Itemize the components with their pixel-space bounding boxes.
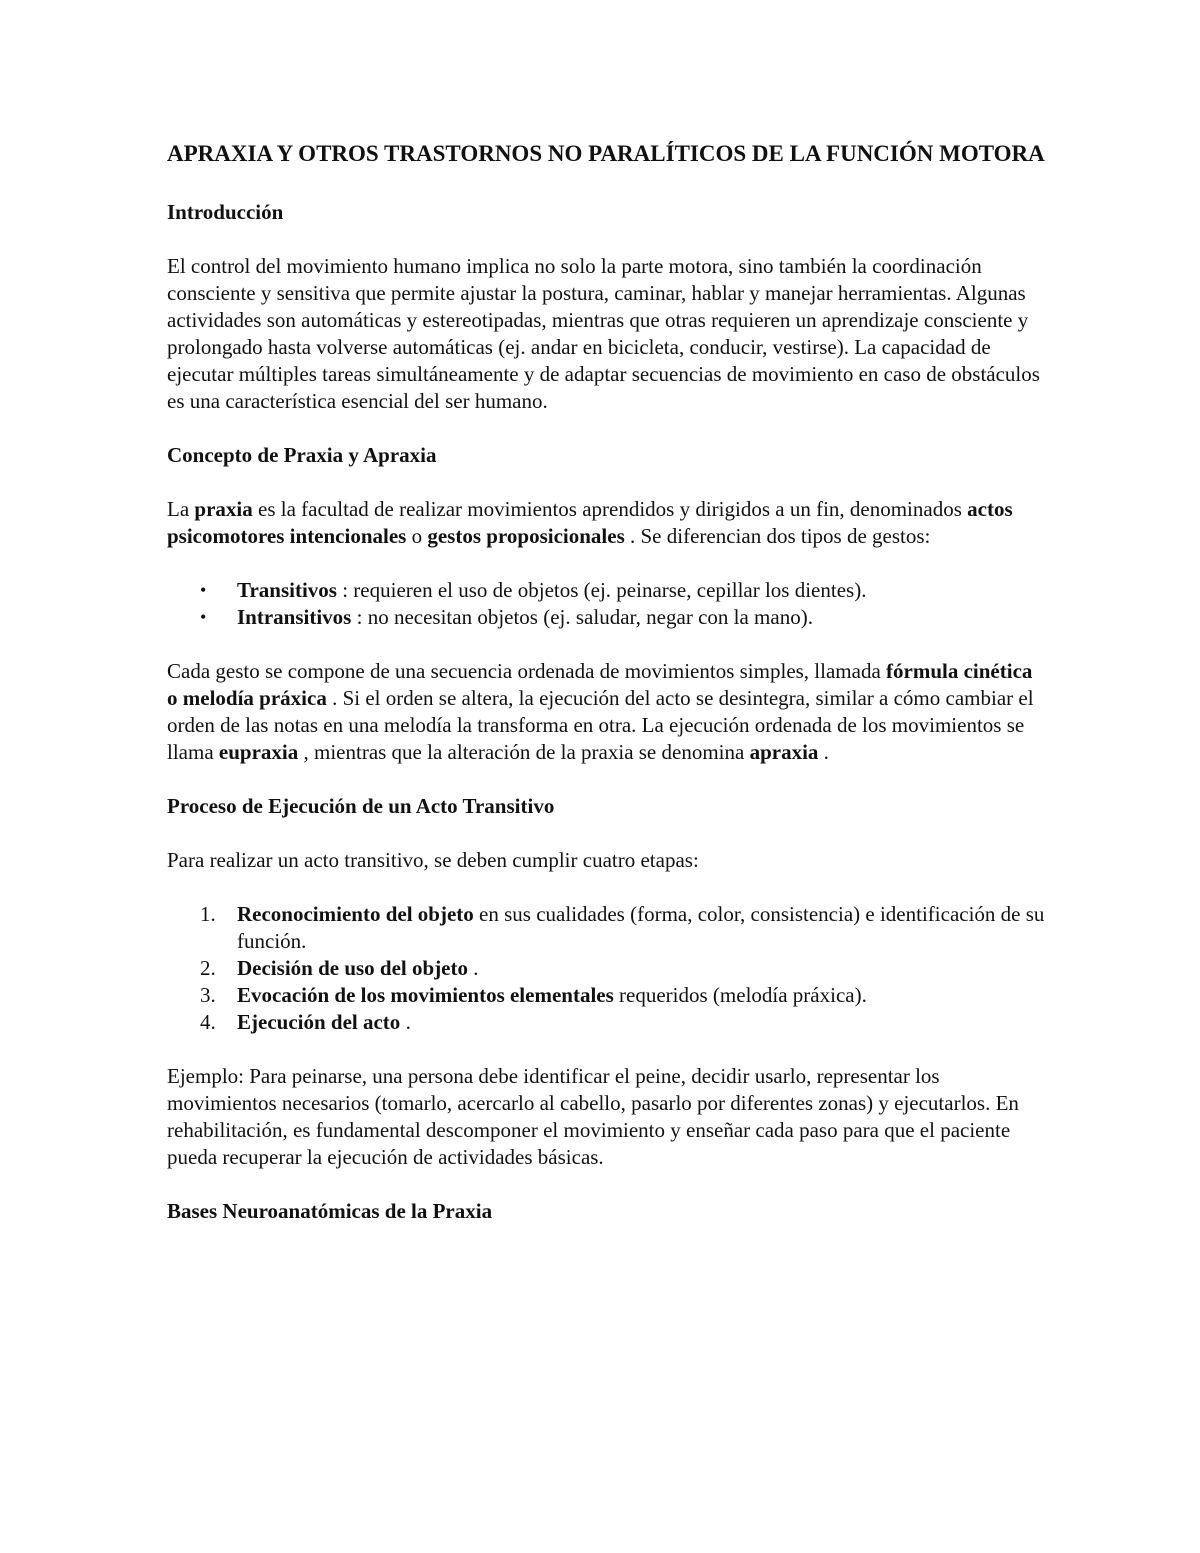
list-item-text: . (400, 1010, 411, 1034)
section-heading-proceso: Proceso de Ejecución de un Acto Transitivo (167, 794, 555, 818)
concept-paragraph-1 (167, 496, 1047, 550)
list-item-term: Reconocimiento del objeto (237, 902, 474, 926)
list-item-text: : requieren el uso de objetos (ej. peinarse, cepillar los dientes). (336, 578, 867, 602)
bold-term-apraxia: apraxia (749, 740, 819, 764)
example-paragraph: Ejemplo: Para peinarse, una persona debe identificar el peine, decidir usarlo, representar los movimientos necesarios (tomarlo, acercarlo al cabello, pasarlo por diferentes zonas) y ejecutarlos. En rehabilitación, es fundamental descomponer el movimiento y enseñar cada paso para que el paciente pueda recuperar la ejecución de actividades básicas. (167, 1064, 1019, 1169)
list-item-text: : no necesitan objetos (ej. saludar, negar con la mano). (351, 605, 813, 629)
intro-paragraph: El control del movimiento humano implica no solo la parte motora, sino también la coordinación consciente y sensitiva que permite ajustar la postura, caminar, hablar y manejar herramientas. Algunas actividades son automáticas y estereotipadas, mientras que otras requieren un aprendizaje consciente y prolongado hasta volverse automáticas (ej. andar en bicicleta, conducir, vestirse). La capacidad de ejecutar múltiples tareas simultáneamente y de adaptar secuencias de movimiento en caso de obstáculos es una característica esencial del ser humano. (167, 254, 1040, 413)
document-page (167, 138, 1047, 1252)
step-number: 3. (200, 983, 216, 1007)
section-heading-concepto: Concepto de Praxia y Apraxia (167, 443, 437, 467)
list-item-text: en sus cualidades (forma, color, consistencia) e identificación de su función. (237, 902, 1045, 953)
process-intro: Para realizar un acto transitivo, se deben cumplir cuatro etapas: (167, 848, 699, 872)
section-heading-bases: Bases Neuroanatómicas de la Praxia (167, 1199, 493, 1223)
text-run: , mientras que la alteración de la praxia se denomina (298, 740, 750, 764)
gesture-types-list (167, 577, 1047, 631)
list-item (167, 955, 1047, 982)
bullet-marker: • (200, 580, 207, 600)
step-number: 4. (200, 1010, 216, 1034)
text-run: . (818, 740, 829, 764)
text-run: . Se diferencian dos tipos de gestos: (624, 524, 931, 548)
bold-term-gestos: gestos proposicionales (427, 524, 625, 548)
list-item (167, 982, 1047, 1009)
bold-term-praxia: praxia (194, 497, 253, 521)
list-item (167, 1009, 1047, 1036)
list-item-term: Decisión de uso del objeto (237, 956, 468, 980)
list-item-term: Transitivos (237, 578, 337, 602)
bullet-marker: • (200, 607, 207, 627)
list-item-term: Ejecución del acto (237, 1010, 401, 1034)
list-item-term: Intransitivos (237, 605, 352, 629)
document-title: APRAXIA Y OTROS TRASTORNOS NO PARALÍTICOS DE LA FUNCIÓN MOTORA (167, 141, 1045, 166)
text-run: o (406, 524, 428, 548)
text-run: . Si el orden se altera, la ejecución del acto se desintegra, similar a cómo cambiar el orden de las notas en una melodía la transforma en otra. La ejecución ordenada de los movimientos se llama (167, 686, 1034, 764)
concept-paragraph-2 (167, 658, 1047, 766)
section-heading-introduccion: Introducción (167, 200, 284, 224)
list-item (167, 604, 1047, 631)
list-item-term: Evocación de los movimientos elementales (237, 983, 614, 1007)
list-item-text: . (468, 956, 479, 980)
text-run: Cada gesto se compone de una secuencia ordenada de movimientos simples, llamada (167, 659, 887, 683)
step-number: 1. (200, 902, 216, 926)
text-run: La (167, 497, 195, 521)
step-number: 2. (200, 956, 216, 980)
bold-term-actos: actos psicomotores intencionales (167, 497, 1013, 548)
list-item (167, 901, 1047, 955)
bold-term-eupraxia: eupraxia (218, 740, 299, 764)
text-run: es la facultad de realizar movimientos aprendidos y dirigidos a un fin, denominados (252, 497, 968, 521)
process-steps-list (167, 901, 1047, 1036)
list-item (167, 577, 1047, 604)
bold-term-formula: fórmula cinética o melodía práxica (167, 659, 1033, 710)
list-item-text: requeridos (melodía práxica). (613, 983, 867, 1007)
